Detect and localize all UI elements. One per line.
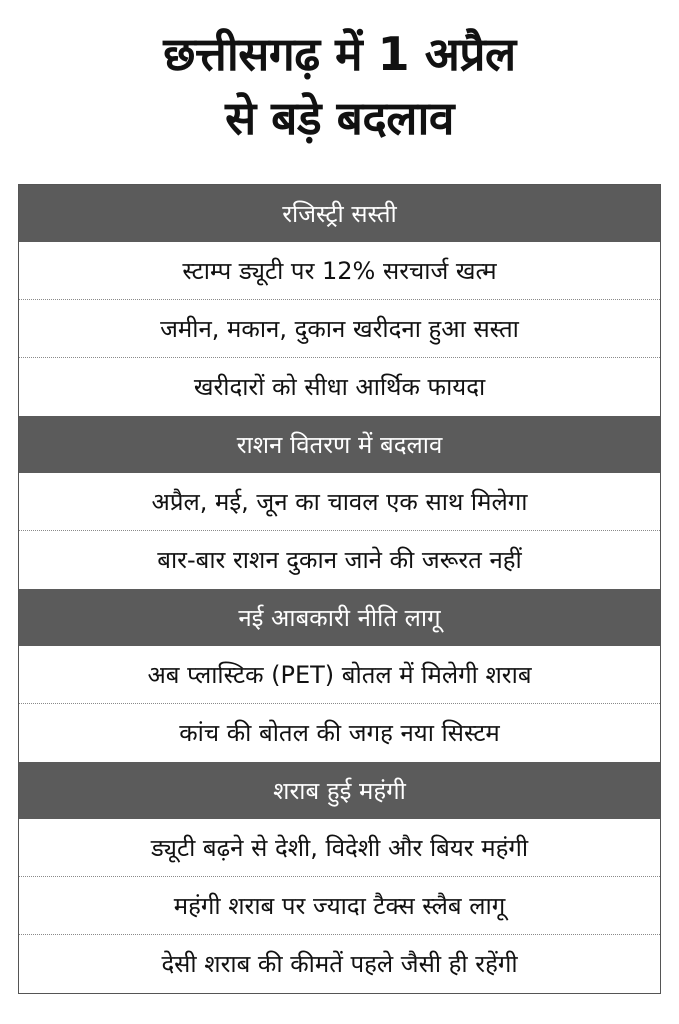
section-registry [19,185,660,416]
title-line-1: छत्तीसगढ़ में 1 अप्रैल [163,27,516,81]
list-item: अब प्लास्टिक (PET) बोतल में मिलेगी शराब [19,646,660,704]
section-liquor-price [19,762,660,993]
list-item: जमीन, मकान, दुकान खरीदना हुआ सस्ता [19,300,660,358]
page-title [0,22,679,150]
list-item: महंगी शराब पर ज्यादा टैक्स स्लैब लागू [19,877,660,935]
section-header: रजिस्ट्री सस्ती [19,185,660,242]
changes-table [18,184,661,994]
list-item: ड्यूटी बढ़ने से देशी, विदेशी और बियर महंगी [19,819,660,877]
list-item: बार-बार राशन दुकान जाने की जरूरत नहीं [157,546,522,574]
section-header: नई आबकारी नीति लागू [19,589,660,646]
list-item: स्टाम्प ड्यूटी पर 12% सरचार्ज खत्म [19,242,660,300]
section-header: शराब हुई महंगी [19,762,660,819]
list-item: देसी शराब की कीमतें पहले जैसी ही रहेंगी [161,950,518,978]
section-ration [19,416,660,589]
list-item: कांच की बोतल की जगह नया सिस्टम [179,719,500,747]
section-header: राशन वितरण में बदलाव [19,416,660,473]
section-excise-policy [19,589,660,762]
list-item: अप्रैल, मई, जून का चावल एक साथ मिलेगा [19,473,660,531]
list-item: खरीदारों को सीधा आर्थिक फायदा [193,373,486,401]
title-line-2: से बड़े बदलाव [225,91,454,145]
